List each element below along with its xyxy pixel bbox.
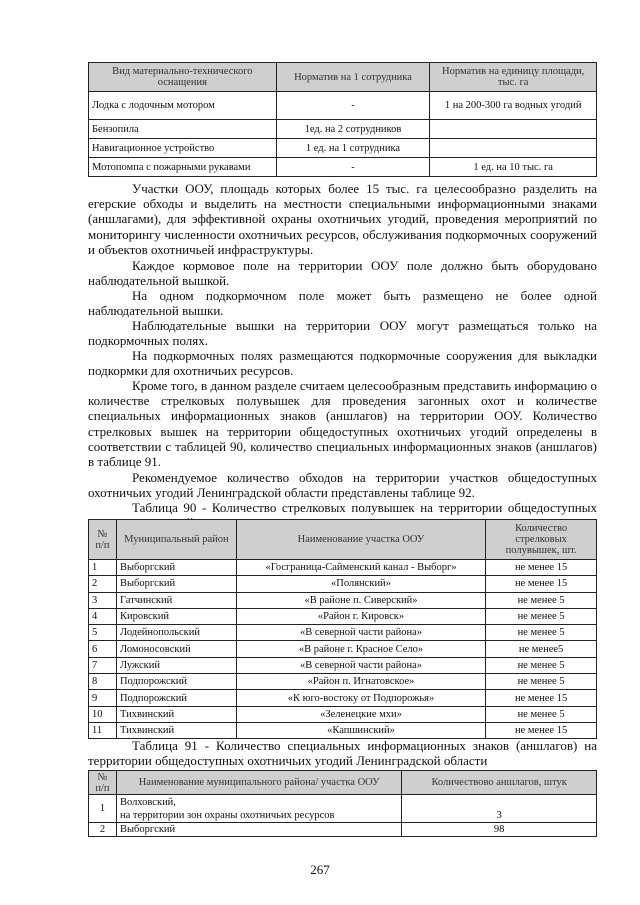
norms-cell [430,120,597,139]
t90-cell: не менее 5 [486,657,597,673]
table-row [89,608,597,624]
t90-cell: Тихвинский [116,706,236,722]
table-row [89,120,597,139]
t90-cell: 5 [89,625,117,641]
norms-cell: Мотопомпа с пожарными рукавами [89,158,277,177]
t90-cell: не менее 15 [486,576,597,592]
norms-cell: Навигационное устройство [89,139,277,158]
norms-cell: 1 на 200-300 га водных угодий [430,92,597,120]
t90-cell: не менее 5 [486,674,597,690]
t90-cell: «В районе п. Сиверский» [236,592,485,608]
t90-cell: не менее 15 [486,690,597,706]
t91-district: Волховский, [119,796,176,808]
norms-cell: - [276,92,430,120]
norms-cell: Бензопила [89,120,277,139]
table90-caption: Таблица 90 - Количество стрелковых полувышек на территории общедоступных [132,500,597,515]
t91-subarea: на территории зон охраны охотничьих ресурсов [119,809,335,821]
table-row [89,657,597,673]
norms-cell: 1 ед. на 1 сотрудника [276,139,430,158]
t90-cell: «В северной части района» [236,625,485,641]
t90-cell: «Зеленецкие мхи» [236,706,485,722]
body-paragraph: Наблюдательные вышки на территории ООУ могут размещаться только на подкормочных полях. [88,318,597,349]
t90-cell: не менее5 [486,641,597,657]
t90-cell: «Капшинский» [236,722,485,738]
norms-cell: - [276,158,430,177]
t91-cell: 98 [402,823,597,837]
table-90 [88,519,597,739]
norms-cell: 1 ед. на 10 тыс. га [430,158,597,177]
t90-cell: «Госграница-Сайменский канал - Выборг» [236,560,485,576]
t90-header-count: Количество стрелковых полувышек, шт. [486,520,597,560]
t91-cell: 3 [402,795,597,823]
t90-cell: «В районе г. Красное Село» [236,641,485,657]
body-paragraph: Кроме того, в данном разделе считаем целесообразным представить информацию о количестве стрелковых полувышек для проведения загонных охот и количестве специальных информационных знаков (аншлагов) на территории ООУ. Количество стрелковых вышек на территории общедоступных охотничьих угодий определены в соответствии с таблицей 90, количество специальных информационных знаков (аншлагов) в таблице 91. [88,378,597,470]
table-row [89,158,597,177]
t90-cell: «В северной части района» [236,657,485,673]
t90-cell: 1 [89,560,117,576]
table-row [89,795,597,823]
t90-cell: «Полянский» [236,576,485,592]
t90-header-num: № п/п [89,520,117,560]
t90-cell: Ломоносовский [116,641,236,657]
t91-header-num: № п/п [89,771,117,795]
t90-cell: не менее 5 [486,706,597,722]
body-paragraph: Участки ООУ, площадь которых более 15 тыс. га целесообразно разделить на егерские обходы и выделить на местности специальными информационными знаками (аншлагами), для эффективной охраны охотничьих угодий, проведения мероприятий по мониторингу численности охотничьих ресурсов, обслуживания подкормочных сооружений и объектов охотничьей инфраструктуры. [88,181,597,257]
t90-cell: Кировский [116,608,236,624]
body-paragraph: Рекомендуемое количество обходов на территории участков общедоступных охотничьих угодий Ленинградской области представлены таблице 92. [88,470,597,501]
table-row [89,674,597,690]
t90-cell: не менее 5 [486,592,597,608]
t90-cell: Лужский [116,657,236,673]
t91-cell: 1 [89,795,117,823]
table-row [89,576,597,592]
t91-cell [116,795,401,823]
t91-header-name: Наименование муниципального района/ участка ООУ [116,771,401,795]
t90-cell: Тихвинский [116,722,236,738]
norms-header-per-employee: Норматив на 1 сотрудника [276,63,430,92]
t90-cell: 9 [89,690,117,706]
t91-cell: Выборгский [116,823,401,837]
norms-cell [430,139,597,158]
t90-cell: «К юго-востоку от Подпорожья» [236,690,485,706]
t90-cell: Гатчинский [116,592,236,608]
t90-cell: Выборгский [116,576,236,592]
t90-cell: 6 [89,641,117,657]
norms-cell: Лодка с лодочным мотором [89,92,277,120]
body-paragraph: На одном подкормочном поле может быть размещено не более одной наблюдательной вышки. [88,288,597,319]
table91-caption: Таблица 91 - Количество специальных информационных знаков (аншлагов) на территории общедоступных охотничьих угодий Ленинградской области [88,738,597,769]
equipment-norms-table [88,62,597,177]
table-row [89,92,597,120]
table-row [89,823,597,837]
table-row [89,139,597,158]
table-row [89,706,597,722]
t90-cell: Выборгский [116,560,236,576]
t90-cell: 3 [89,592,117,608]
t91-header-count: Количествово аншлагов, штук [402,771,597,795]
t90-cell: Подпорожский [116,690,236,706]
t90-cell: 7 [89,657,117,673]
t90-cell: не менее 5 [486,608,597,624]
table-row [89,690,597,706]
t90-cell: «Район г. Кировск» [236,608,485,624]
body-paragraph: Каждое кормовое поле на территории ООУ поле должно быть оборудовано наблюдательной вышкой. [88,258,597,289]
t90-cell: не менее 15 [486,560,597,576]
t90-cell: 8 [89,674,117,690]
norms-header-type: Вид материально-технического оснащения [89,63,277,92]
table-91 [88,770,597,837]
norms-cell: 1ед. на 2 сотрудников [276,120,430,139]
norms-header-per-area: Норматив на единицу площади, тыс. га [430,63,597,92]
t90-cell: не менее 15 [486,722,597,738]
t90-cell: Подпорожский [116,674,236,690]
table-row [89,592,597,608]
t90-cell: 4 [89,608,117,624]
t90-cell: Лодейнопольский [116,625,236,641]
table-row [89,560,597,576]
t91-cell: 2 [89,823,117,837]
table-row [89,625,597,641]
t90-header-district: Муниципальный район [116,520,236,560]
table-row [89,722,597,738]
t90-header-area: Наименование участка ООУ [236,520,485,560]
t90-cell: не менее 5 [486,625,597,641]
table-row [89,641,597,657]
t90-cell: 11 [89,722,117,738]
t90-cell: 2 [89,576,117,592]
body-paragraph: На подкормочных полях размещаются подкормочные сооружения для выкладки подкормки для охотничьих ресурсов. [88,348,597,379]
t90-cell: «Район п. Игнатовское» [236,674,485,690]
t90-body [89,560,597,739]
page-number: 267 [310,862,330,877]
t90-cell: 10 [89,706,117,722]
